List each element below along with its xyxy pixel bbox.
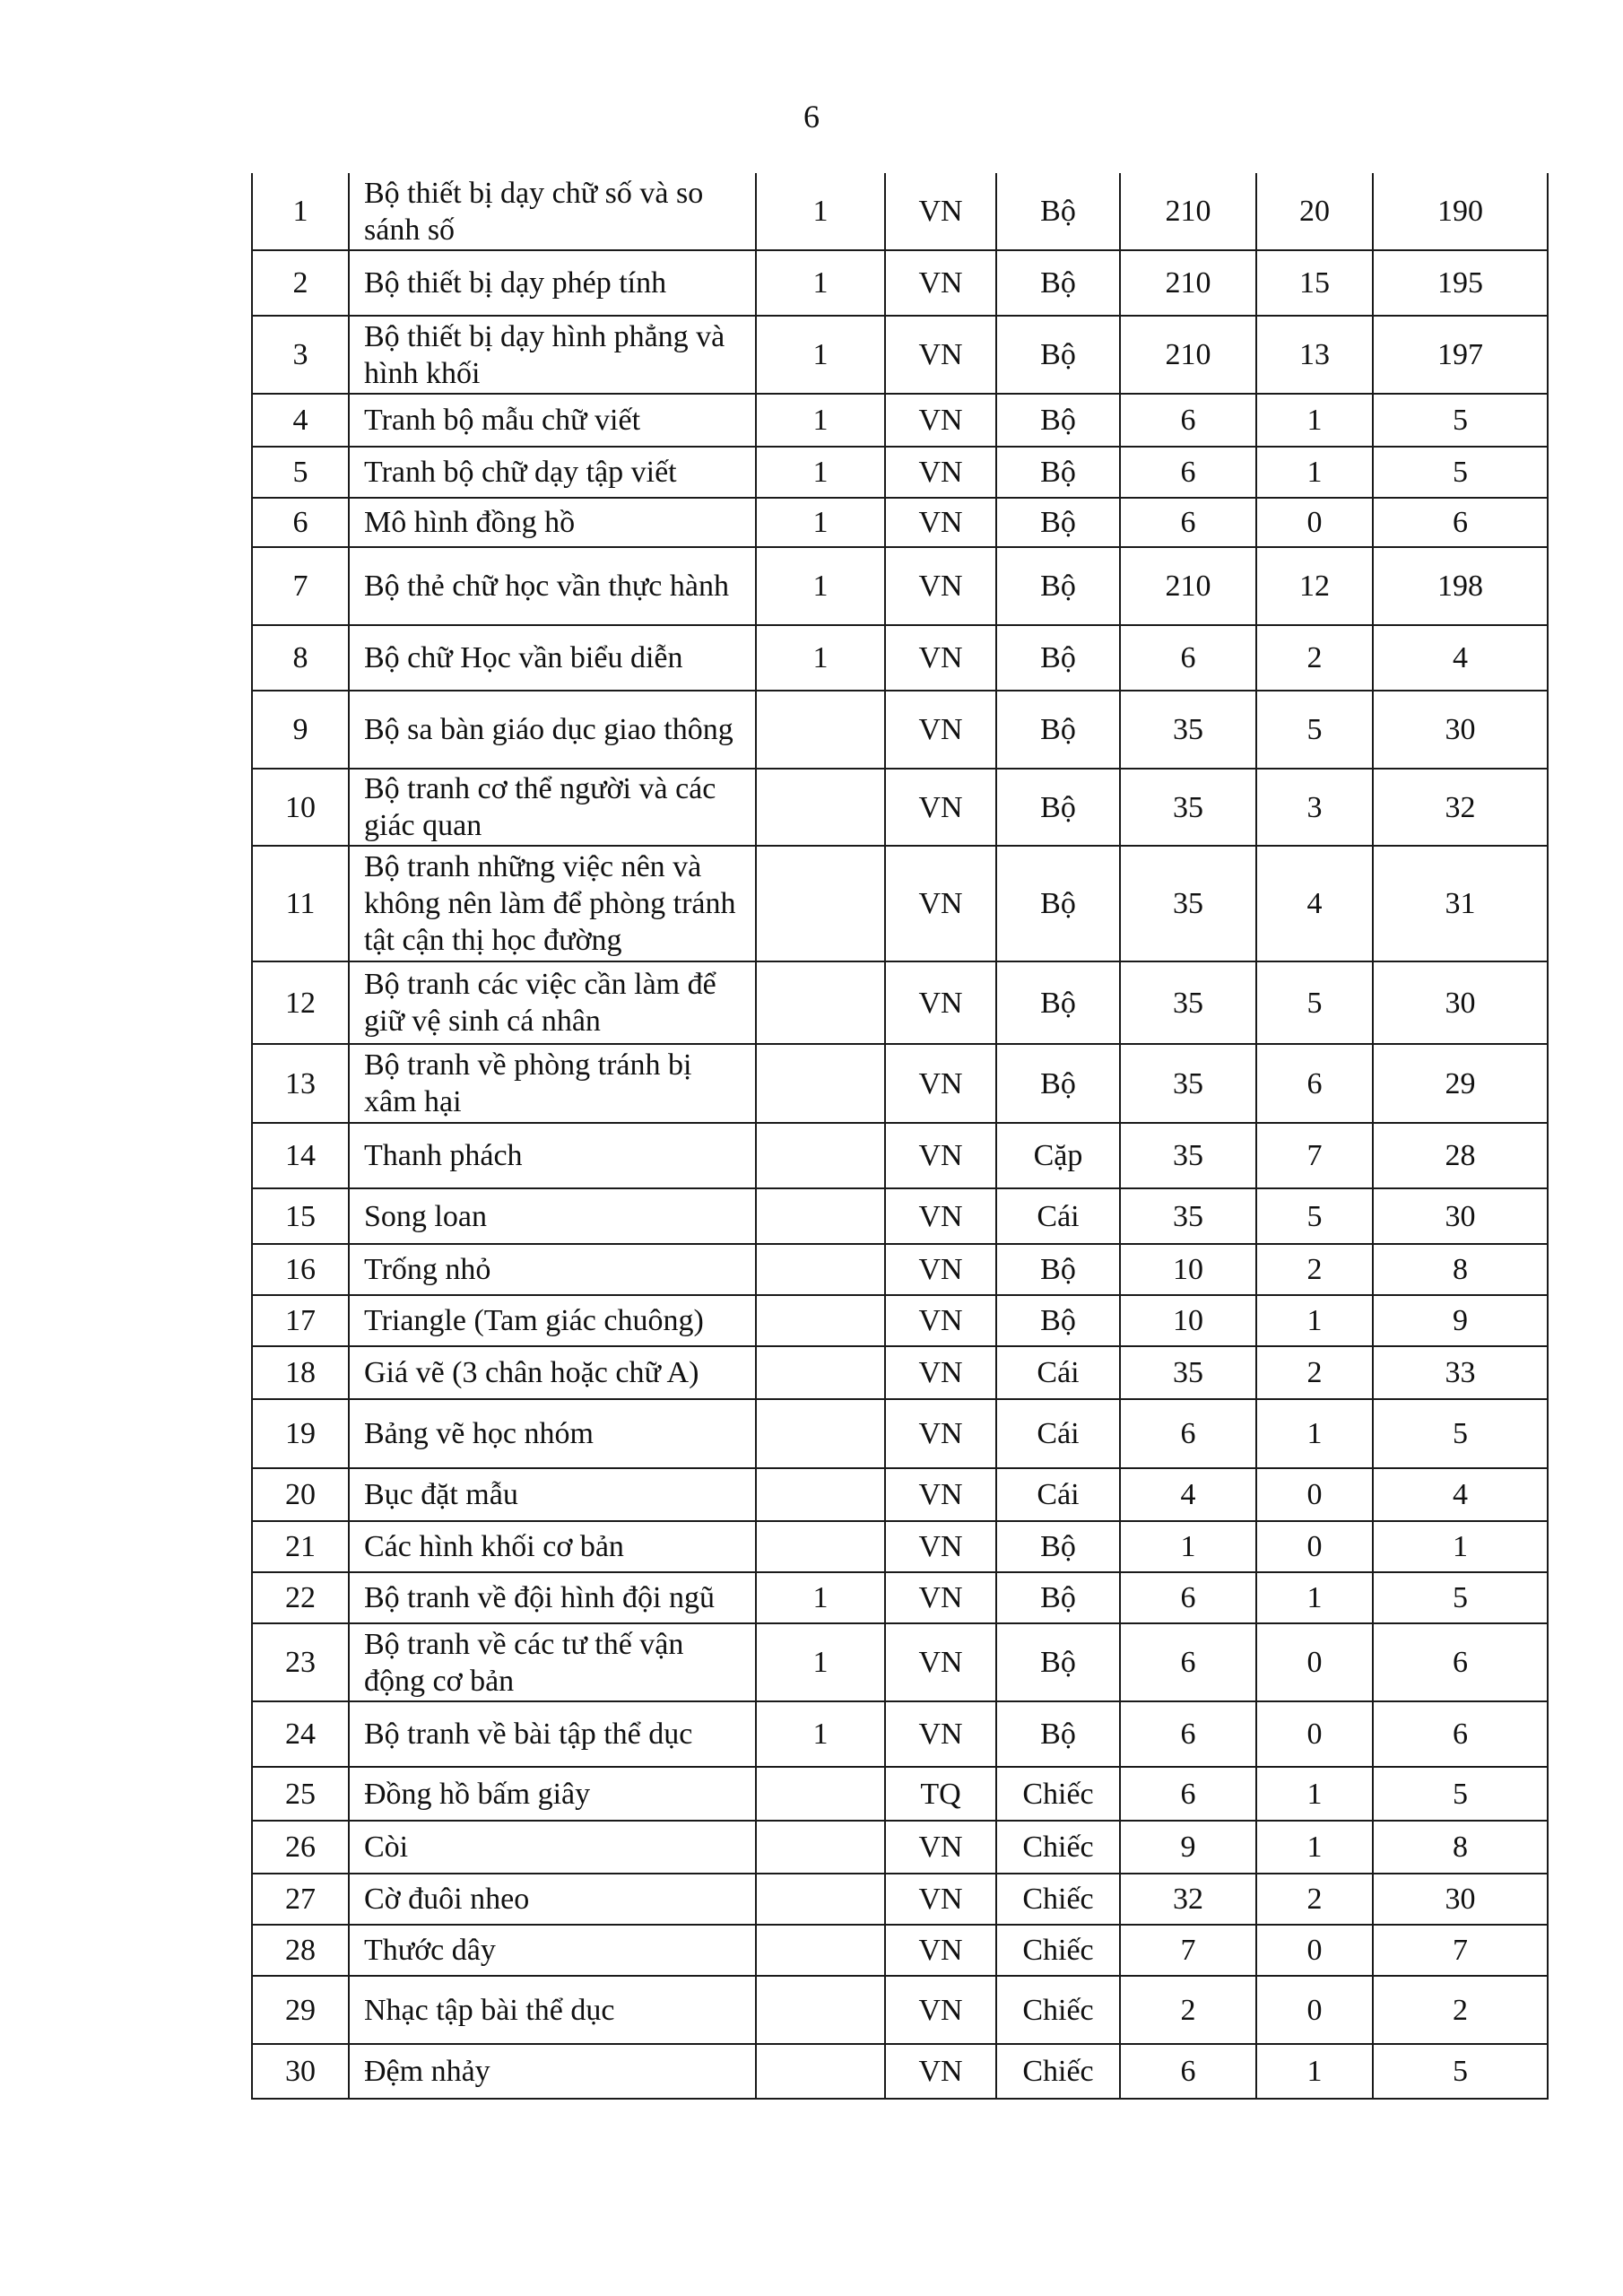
origin: VN <box>885 1295 996 1346</box>
usable-quantity: 6 <box>1373 1701 1548 1767</box>
origin: VN <box>885 447 996 498</box>
damaged-quantity: 2 <box>1256 625 1373 691</box>
unit: Bộ <box>996 447 1120 498</box>
unit: Bộ <box>996 1295 1120 1346</box>
damaged-quantity: 15 <box>1256 250 1373 316</box>
quantity-per-class: 1 <box>756 173 885 250</box>
row-number: 20 <box>252 1468 349 1521</box>
unit: Cái <box>996 1346 1120 1399</box>
table-row <box>252 447 1548 498</box>
total-quantity: 210 <box>1120 250 1256 316</box>
table-row <box>252 1244 1548 1295</box>
damaged-quantity: 1 <box>1256 447 1373 498</box>
damaged-quantity: 1 <box>1256 1572 1373 1623</box>
item-name: Bộ thiết bị dạy phép tính <box>349 250 756 316</box>
item-name: Tranh bộ chữ dạy tập viết <box>349 447 756 498</box>
total-quantity: 6 <box>1120 625 1256 691</box>
origin: VN <box>885 846 996 961</box>
total-quantity: 35 <box>1120 769 1256 846</box>
quantity-per-class <box>756 1874 885 1925</box>
table-row <box>252 1767 1548 1821</box>
usable-quantity: 195 <box>1373 250 1548 316</box>
origin: VN <box>885 1188 996 1244</box>
table-row <box>252 1821 1548 1874</box>
item-name: Tranh bộ mẫu chữ viết <box>349 394 756 447</box>
unit: Bộ <box>996 498 1120 547</box>
total-quantity: 35 <box>1120 961 1256 1044</box>
origin: VN <box>885 1468 996 1521</box>
usable-quantity: 28 <box>1373 1123 1548 1188</box>
row-number: 11 <box>252 846 349 961</box>
total-quantity: 2 <box>1120 1976 1256 2044</box>
item-name: Bộ thiết bị dạy hình phẳng và hình khối <box>349 316 756 394</box>
item-name: Bộ tranh về phòng tránh bị xâm hại <box>349 1044 756 1123</box>
origin: VN <box>885 316 996 394</box>
table-row <box>252 316 1548 394</box>
row-number: 22 <box>252 1572 349 1623</box>
table-row <box>252 961 1548 1044</box>
origin: VN <box>885 1701 996 1767</box>
row-number: 13 <box>252 1044 349 1123</box>
row-number: 30 <box>252 2044 349 2099</box>
unit: Bộ <box>996 1701 1120 1767</box>
quantity-per-class <box>756 2044 885 2099</box>
quantity-per-class <box>756 1521 885 1572</box>
damaged-quantity: 1 <box>1256 1821 1373 1874</box>
unit: Bộ <box>996 1044 1120 1123</box>
origin: VN <box>885 1572 996 1623</box>
item-name: Cờ đuôi nheo <box>349 1874 756 1925</box>
table-row <box>252 1188 1548 1244</box>
quantity-per-class: 1 <box>756 316 885 394</box>
origin: VN <box>885 394 996 447</box>
table-row <box>252 1295 1548 1346</box>
damaged-quantity: 5 <box>1256 691 1373 769</box>
table-row <box>252 498 1548 547</box>
quantity-per-class <box>756 846 885 961</box>
origin: VN <box>885 1521 996 1572</box>
origin: VN <box>885 498 996 547</box>
usable-quantity: 1 <box>1373 1521 1548 1572</box>
table-row <box>252 1399 1548 1468</box>
total-quantity: 35 <box>1120 1346 1256 1399</box>
unit: Bộ <box>996 1572 1120 1623</box>
total-quantity: 6 <box>1120 498 1256 547</box>
damaged-quantity: 5 <box>1256 1188 1373 1244</box>
table-row <box>252 769 1548 846</box>
unit: Chiếc <box>996 1925 1120 1976</box>
equipment-inventory-table <box>251 173 1549 2100</box>
damaged-quantity: 1 <box>1256 2044 1373 2099</box>
origin: VN <box>885 1976 996 2044</box>
origin: VN <box>885 691 996 769</box>
origin: VN <box>885 1821 996 1874</box>
item-name: Nhạc tập bài thể dục <box>349 1976 756 2044</box>
unit: Bộ <box>996 691 1120 769</box>
usable-quantity: 7 <box>1373 1925 1548 1976</box>
item-name: Triangle (Tam giác chuông) <box>349 1295 756 1346</box>
quantity-per-class <box>756 1188 885 1244</box>
damaged-quantity: 3 <box>1256 769 1373 846</box>
table-row <box>252 250 1548 316</box>
item-name: Bộ tranh về đội hình đội ngũ <box>349 1572 756 1623</box>
table-row <box>252 1123 1548 1188</box>
table-row <box>252 846 1548 961</box>
damaged-quantity: 0 <box>1256 1925 1373 1976</box>
item-name: Mô hình đồng hồ <box>349 498 756 547</box>
origin: VN <box>885 1346 996 1399</box>
unit: Bộ <box>996 394 1120 447</box>
usable-quantity: 9 <box>1373 1295 1548 1346</box>
row-number: 8 <box>252 625 349 691</box>
origin: VN <box>885 1244 996 1295</box>
unit: Bộ <box>996 625 1120 691</box>
damaged-quantity: 2 <box>1256 1244 1373 1295</box>
item-name: Song loan <box>349 1188 756 1244</box>
total-quantity: 32 <box>1120 1874 1256 1925</box>
row-number: 7 <box>252 547 349 625</box>
usable-quantity: 30 <box>1373 1188 1548 1244</box>
quantity-per-class <box>756 1468 885 1521</box>
usable-quantity: 33 <box>1373 1346 1548 1399</box>
total-quantity: 7 <box>1120 1925 1256 1976</box>
quantity-per-class: 1 <box>756 547 885 625</box>
damaged-quantity: 1 <box>1256 1295 1373 1346</box>
table-row <box>252 691 1548 769</box>
item-name: Bộ tranh những việc nên và không nên làm để phòng tránh tật cận thị học đường <box>349 846 756 961</box>
item-name: Bộ tranh về các tư thế vận động cơ bản <box>349 1623 756 1701</box>
origin: VN <box>885 2044 996 2099</box>
usable-quantity: 198 <box>1373 547 1548 625</box>
usable-quantity: 2 <box>1373 1976 1548 2044</box>
row-number: 23 <box>252 1623 349 1701</box>
unit: Bộ <box>996 1244 1120 1295</box>
unit: Bộ <box>996 173 1120 250</box>
quantity-per-class <box>756 1399 885 1468</box>
row-number: 10 <box>252 769 349 846</box>
usable-quantity: 6 <box>1373 1623 1548 1701</box>
total-quantity: 10 <box>1120 1295 1256 1346</box>
quantity-per-class <box>756 1821 885 1874</box>
total-quantity: 6 <box>1120 2044 1256 2099</box>
total-quantity: 6 <box>1120 1572 1256 1623</box>
quantity-per-class <box>756 1295 885 1346</box>
quantity-per-class: 1 <box>756 250 885 316</box>
total-quantity: 35 <box>1120 1188 1256 1244</box>
item-name: Bộ sa bàn giáo dục giao thông <box>349 691 756 769</box>
row-number: 5 <box>252 447 349 498</box>
damaged-quantity: 1 <box>1256 1399 1373 1468</box>
table-row <box>252 625 1548 691</box>
total-quantity: 6 <box>1120 394 1256 447</box>
page-number: 6 <box>803 99 820 135</box>
row-number: 16 <box>252 1244 349 1295</box>
table-row <box>252 1874 1548 1925</box>
item-name: Bộ tranh về bài tập thể dục <box>349 1701 756 1767</box>
table-row <box>252 547 1548 625</box>
row-number: 21 <box>252 1521 349 1572</box>
usable-quantity: 4 <box>1373 625 1548 691</box>
item-name: Giá vẽ (3 chân hoặc chữ A) <box>349 1346 756 1399</box>
quantity-per-class <box>756 1123 885 1188</box>
usable-quantity: 197 <box>1373 316 1548 394</box>
item-name: Đồng hồ bấm giây <box>349 1767 756 1821</box>
row-number: 28 <box>252 1925 349 1976</box>
total-quantity: 4 <box>1120 1468 1256 1521</box>
total-quantity: 210 <box>1120 547 1256 625</box>
usable-quantity: 8 <box>1373 1244 1548 1295</box>
origin: VN <box>885 625 996 691</box>
row-number: 6 <box>252 498 349 547</box>
total-quantity: 210 <box>1120 316 1256 394</box>
damaged-quantity: 12 <box>1256 547 1373 625</box>
row-number: 26 <box>252 1821 349 1874</box>
item-name: Bộ thẻ chữ học vần thực hành <box>349 547 756 625</box>
unit: Chiếc <box>996 1874 1120 1925</box>
item-name: Bục đặt mẫu <box>349 1468 756 1521</box>
table-row <box>252 394 1548 447</box>
quantity-per-class <box>756 1044 885 1123</box>
usable-quantity: 32 <box>1373 769 1548 846</box>
usable-quantity: 5 <box>1373 447 1548 498</box>
row-number: 2 <box>252 250 349 316</box>
total-quantity: 35 <box>1120 846 1256 961</box>
unit: Cái <box>996 1188 1120 1244</box>
item-name: Các hình khối cơ bản <box>349 1521 756 1572</box>
usable-quantity: 30 <box>1373 1874 1548 1925</box>
quantity-per-class <box>756 1346 885 1399</box>
unit: Bộ <box>996 961 1120 1044</box>
origin: VN <box>885 769 996 846</box>
total-quantity: 6 <box>1120 1767 1256 1821</box>
quantity-per-class: 1 <box>756 1701 885 1767</box>
usable-quantity: 5 <box>1373 1399 1548 1468</box>
item-name: Đệm nhảy <box>349 2044 756 2099</box>
total-quantity: 6 <box>1120 1399 1256 1468</box>
quantity-per-class: 1 <box>756 1623 885 1701</box>
unit: Bộ <box>996 769 1120 846</box>
usable-quantity: 5 <box>1373 1767 1548 1821</box>
table-row <box>252 1521 1548 1572</box>
origin: VN <box>885 1044 996 1123</box>
usable-quantity: 30 <box>1373 961 1548 1044</box>
unit: Chiếc <box>996 2044 1120 2099</box>
row-number: 9 <box>252 691 349 769</box>
quantity-per-class: 1 <box>756 498 885 547</box>
total-quantity: 6 <box>1120 1623 1256 1701</box>
usable-quantity: 8 <box>1373 1821 1548 1874</box>
quantity-per-class <box>756 1767 885 1821</box>
row-number: 14 <box>252 1123 349 1188</box>
item-name: Bộ tranh cơ thể người và các giác quan <box>349 769 756 846</box>
origin: VN <box>885 547 996 625</box>
quantity-per-class: 1 <box>756 394 885 447</box>
table-row <box>252 173 1548 250</box>
damaged-quantity: 0 <box>1256 1623 1373 1701</box>
origin: VN <box>885 1123 996 1188</box>
damaged-quantity: 13 <box>1256 316 1373 394</box>
damaged-quantity: 0 <box>1256 1521 1373 1572</box>
unit: Bộ <box>996 1623 1120 1701</box>
row-number: 18 <box>252 1346 349 1399</box>
unit: Chiếc <box>996 1976 1120 2044</box>
quantity-per-class <box>756 769 885 846</box>
unit: Chiếc <box>996 1767 1120 1821</box>
quantity-per-class: 1 <box>756 625 885 691</box>
row-number: 12 <box>252 961 349 1044</box>
damaged-quantity: 0 <box>1256 1701 1373 1767</box>
total-quantity: 6 <box>1120 447 1256 498</box>
quantity-per-class: 1 <box>756 447 885 498</box>
unit: Cái <box>996 1468 1120 1521</box>
item-name: Bộ thiết bị dạy chữ số và so sánh số <box>349 173 756 250</box>
total-quantity: 6 <box>1120 1701 1256 1767</box>
total-quantity: 35 <box>1120 1123 1256 1188</box>
damaged-quantity: 0 <box>1256 498 1373 547</box>
row-number: 29 <box>252 1976 349 2044</box>
total-quantity: 35 <box>1120 691 1256 769</box>
damaged-quantity: 1 <box>1256 394 1373 447</box>
damaged-quantity: 2 <box>1256 1874 1373 1925</box>
origin: VN <box>885 1399 996 1468</box>
damaged-quantity: 7 <box>1256 1123 1373 1188</box>
quantity-per-class <box>756 961 885 1044</box>
row-number: 4 <box>252 394 349 447</box>
usable-quantity: 5 <box>1373 394 1548 447</box>
unit: Bộ <box>996 250 1120 316</box>
row-number: 3 <box>252 316 349 394</box>
damaged-quantity: 4 <box>1256 846 1373 961</box>
damaged-quantity: 5 <box>1256 961 1373 1044</box>
quantity-per-class <box>756 1925 885 1976</box>
total-quantity: 9 <box>1120 1821 1256 1874</box>
unit: Cặp <box>996 1123 1120 1188</box>
item-name: Bộ tranh các việc cần làm để giữ vệ sinh cá nhân <box>349 961 756 1044</box>
row-number: 17 <box>252 1295 349 1346</box>
damaged-quantity: 0 <box>1256 1976 1373 2044</box>
item-name: Thước dây <box>349 1925 756 1976</box>
unit: Bộ <box>996 846 1120 961</box>
origin: VN <box>885 1925 996 1976</box>
item-name: Thanh phách <box>349 1123 756 1188</box>
quantity-per-class <box>756 1244 885 1295</box>
usable-quantity: 190 <box>1373 173 1548 250</box>
usable-quantity: 5 <box>1373 2044 1548 2099</box>
damaged-quantity: 6 <box>1256 1044 1373 1123</box>
damaged-quantity: 1 <box>1256 1767 1373 1821</box>
table-row <box>252 1623 1548 1701</box>
row-number: 1 <box>252 173 349 250</box>
table-row <box>252 1701 1548 1767</box>
origin: TQ <box>885 1767 996 1821</box>
unit: Chiếc <box>996 1821 1120 1874</box>
row-number: 27 <box>252 1874 349 1925</box>
row-number: 25 <box>252 1767 349 1821</box>
total-quantity: 1 <box>1120 1521 1256 1572</box>
usable-quantity: 30 <box>1373 691 1548 769</box>
total-quantity: 210 <box>1120 173 1256 250</box>
total-quantity: 35 <box>1120 1044 1256 1123</box>
usable-quantity: 5 <box>1373 1572 1548 1623</box>
item-name: Bảng vẽ học nhóm <box>349 1399 756 1468</box>
table-row <box>252 1925 1548 1976</box>
row-number: 15 <box>252 1188 349 1244</box>
unit: Bộ <box>996 547 1120 625</box>
table-row <box>252 1044 1548 1123</box>
row-number: 24 <box>252 1701 349 1767</box>
damaged-quantity: 2 <box>1256 1346 1373 1399</box>
origin: VN <box>885 173 996 250</box>
unit: Bộ <box>996 316 1120 394</box>
row-number: 19 <box>252 1399 349 1468</box>
origin: VN <box>885 1623 996 1701</box>
damaged-quantity: 20 <box>1256 173 1373 250</box>
origin: VN <box>885 250 996 316</box>
damaged-quantity: 0 <box>1256 1468 1373 1521</box>
origin: VN <box>885 961 996 1044</box>
unit: Bộ <box>996 1521 1120 1572</box>
usable-quantity: 4 <box>1373 1468 1548 1521</box>
usable-quantity: 29 <box>1373 1044 1548 1123</box>
table-row <box>252 1572 1548 1623</box>
table-row <box>252 2044 1548 2099</box>
item-name: Bộ chữ Học vần biểu diễn <box>349 625 756 691</box>
item-name: Trống nhỏ <box>349 1244 756 1295</box>
quantity-per-class <box>756 691 885 769</box>
item-name: Còi <box>349 1821 756 1874</box>
total-quantity: 10 <box>1120 1244 1256 1295</box>
table-body <box>252 173 1548 2099</box>
table-row <box>252 1976 1548 2044</box>
quantity-per-class <box>756 1976 885 2044</box>
quantity-per-class: 1 <box>756 1572 885 1623</box>
origin: VN <box>885 1874 996 1925</box>
unit: Cái <box>996 1399 1120 1468</box>
usable-quantity: 6 <box>1373 498 1548 547</box>
table-row <box>252 1346 1548 1399</box>
usable-quantity: 31 <box>1373 846 1548 961</box>
table-row <box>252 1468 1548 1521</box>
